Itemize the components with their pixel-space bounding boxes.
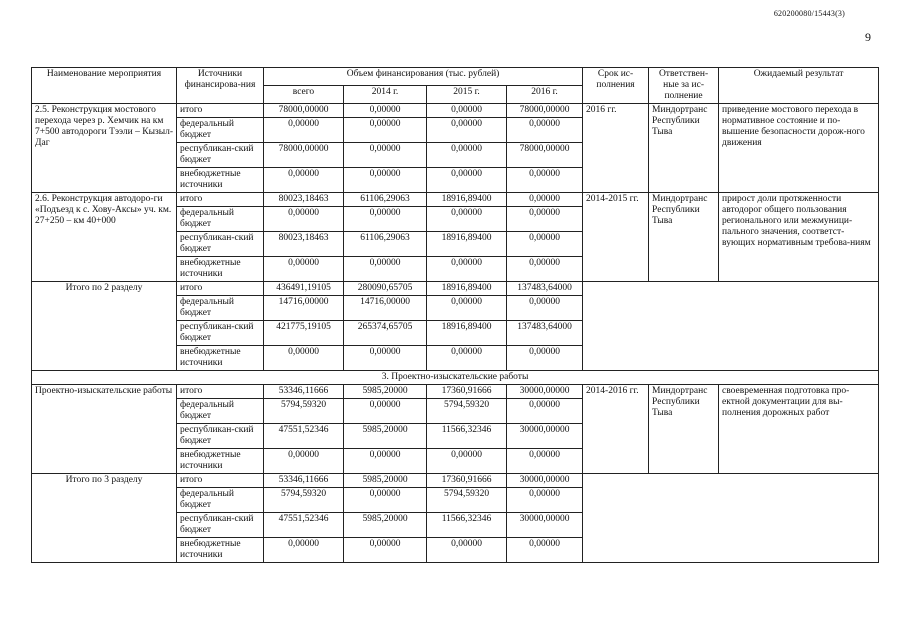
value-2014: 61106,29063 bbox=[344, 193, 427, 207]
value-total: 0,00000 bbox=[264, 346, 344, 371]
value-2015: 18916,89400 bbox=[427, 232, 507, 257]
source-label: внебюджетные источники bbox=[177, 257, 264, 282]
source-label: республикан-ский бюджет bbox=[177, 232, 264, 257]
value-2015: 0,00000 bbox=[427, 143, 507, 168]
value-2014: 0,00000 bbox=[344, 488, 427, 513]
value-2014: 14716,00000 bbox=[344, 296, 427, 321]
measure-name: 2.6. Реконструкция автодоро-ги «Подъезд к с. Хову-Аксы» уч. км. 27+250 – км 40+000 bbox=[32, 193, 177, 282]
table-row bbox=[32, 282, 879, 296]
responsible: Миндортранс Республики Тыва bbox=[649, 104, 719, 193]
value-2015: 11566,32346 bbox=[427, 424, 507, 449]
source-label: внебюджетные источники bbox=[177, 346, 264, 371]
value-2014: 280090,65705 bbox=[344, 282, 427, 296]
value-total: 53346,11666 bbox=[264, 474, 344, 488]
value-2015: 11566,32346 bbox=[427, 513, 507, 538]
expected-result: приведение мостового перехода в нормативное состояние и по-вышение безопасности дорож-ного движения bbox=[719, 104, 879, 193]
value-2015: 18916,89400 bbox=[427, 282, 507, 296]
document-id: 620200080/15443(3) bbox=[773, 9, 845, 18]
value-2016: 0,00000 bbox=[507, 232, 583, 257]
value-2016: 78000,00000 bbox=[507, 143, 583, 168]
value-2015: 0,00000 bbox=[427, 118, 507, 143]
value-2016: 0,00000 bbox=[507, 296, 583, 321]
value-2014: 61106,29063 bbox=[344, 232, 427, 257]
value-2016: 0,00000 bbox=[507, 207, 583, 232]
section-title: 3. Проектно-изыскательские работы bbox=[32, 371, 879, 385]
header-sources: Источники финансирова-ния bbox=[177, 68, 264, 104]
header-funding-volume: Объем финансирования (тыс. рублей) bbox=[264, 68, 583, 86]
value-total: 0,00000 bbox=[264, 538, 344, 563]
value-2016: 0,00000 bbox=[507, 118, 583, 143]
table-row bbox=[32, 385, 879, 399]
value-2015: 5794,59320 bbox=[427, 488, 507, 513]
value-2016: 30000,00000 bbox=[507, 424, 583, 449]
value-2014: 0,00000 bbox=[344, 257, 427, 282]
value-2015: 0,00000 bbox=[427, 104, 507, 118]
header-total: всего bbox=[264, 86, 344, 104]
value-2014: 0,00000 bbox=[344, 118, 427, 143]
value-2016: 78000,00000 bbox=[507, 104, 583, 118]
page-number: 9 bbox=[865, 30, 871, 44]
header-term: Срок ис-полнения bbox=[583, 68, 649, 104]
value-total: 47551,52346 bbox=[264, 424, 344, 449]
source-label: республикан-ский бюджет bbox=[177, 424, 264, 449]
value-2015: 17360,91666 bbox=[427, 474, 507, 488]
value-total: 47551,52346 bbox=[264, 513, 344, 538]
source-label: итого bbox=[177, 104, 264, 118]
value-2016: 0,00000 bbox=[507, 399, 583, 424]
section-total-label: Итого по 2 разделу bbox=[32, 282, 177, 371]
value-2016: 30000,00000 bbox=[507, 474, 583, 488]
term: 2014-2016 гг. bbox=[583, 385, 649, 474]
value-2015: 0,00000 bbox=[427, 538, 507, 563]
source-label: федеральный бюджет bbox=[177, 118, 264, 143]
header-2016: 2016 г. bbox=[507, 86, 583, 104]
section-title-row bbox=[32, 371, 879, 385]
value-2015: 17360,91666 bbox=[427, 385, 507, 399]
value-total: 80023,18463 bbox=[264, 232, 344, 257]
value-2014: 0,00000 bbox=[344, 104, 427, 118]
value-2014: 265374,65705 bbox=[344, 321, 427, 346]
value-2015: 0,00000 bbox=[427, 168, 507, 193]
value-total: 0,00000 bbox=[264, 257, 344, 282]
value-2014: 0,00000 bbox=[344, 168, 427, 193]
value-2014: 0,00000 bbox=[344, 399, 427, 424]
value-2016: 30000,00000 bbox=[507, 385, 583, 399]
source-label: федеральный бюджет bbox=[177, 399, 264, 424]
responsible: Миндортранс Республики Тыва bbox=[649, 193, 719, 282]
term: 2016 гг. bbox=[583, 104, 649, 193]
measure-name: 2.5. Реконструкция мостового перехода через р. Хемчик на км 7+500 автодороги Тээли – Кызыл-Даг bbox=[32, 104, 177, 193]
value-total: 78000,00000 bbox=[264, 143, 344, 168]
expected-result: прирост доли протяженности автодорог общего пользования регионального или межмуници-пального значения, соответст-вующих нормативным требова-ниям bbox=[719, 193, 879, 282]
value-2014: 0,00000 bbox=[344, 143, 427, 168]
source-label: федеральный бюджет bbox=[177, 488, 264, 513]
value-2015: 5794,59320 bbox=[427, 399, 507, 424]
value-total: 0,00000 bbox=[264, 168, 344, 193]
source-label: республикан-ский бюджет bbox=[177, 143, 264, 168]
table-row bbox=[32, 104, 879, 118]
value-2014: 5985,20000 bbox=[344, 385, 427, 399]
value-2016: 0,00000 bbox=[507, 538, 583, 563]
value-2015: 0,00000 bbox=[427, 449, 507, 474]
source-label: республикан-ский бюджет bbox=[177, 321, 264, 346]
value-2016: 0,00000 bbox=[507, 449, 583, 474]
value-2014: 5985,20000 bbox=[344, 424, 427, 449]
value-total: 80023,18463 bbox=[264, 193, 344, 207]
header-2015: 2015 г. bbox=[427, 86, 507, 104]
source-label: итого bbox=[177, 282, 264, 296]
table-row bbox=[32, 193, 879, 207]
source-label: итого bbox=[177, 193, 264, 207]
value-total: 421775,19105 bbox=[264, 321, 344, 346]
value-2016: 137483,64000 bbox=[507, 321, 583, 346]
source-label: итого bbox=[177, 385, 264, 399]
empty-cell bbox=[583, 474, 879, 563]
value-total: 78000,00000 bbox=[264, 104, 344, 118]
value-2014: 5985,20000 bbox=[344, 513, 427, 538]
expected-result: своевременная подготовка про-ектной документации для вы-полнения дорожных работ bbox=[719, 385, 879, 474]
source-label: итого bbox=[177, 474, 264, 488]
value-total: 0,00000 bbox=[264, 207, 344, 232]
value-total: 0,00000 bbox=[264, 118, 344, 143]
source-label: федеральный бюджет bbox=[177, 207, 264, 232]
header-name: Наименование мероприятия bbox=[32, 68, 177, 104]
source-label: республикан-ский бюджет bbox=[177, 513, 264, 538]
header-row-1 bbox=[32, 68, 879, 86]
measure-name: Проектно-изыскательские работы bbox=[32, 385, 177, 474]
value-2015: 0,00000 bbox=[427, 257, 507, 282]
value-total: 53346,11666 bbox=[264, 385, 344, 399]
term: 2014-2015 гг. bbox=[583, 193, 649, 282]
value-2014: 0,00000 bbox=[344, 207, 427, 232]
value-2015: 0,00000 bbox=[427, 296, 507, 321]
header-responsible: Ответствен-ные за ис-полнение bbox=[649, 68, 719, 104]
value-2016: 0,00000 bbox=[507, 346, 583, 371]
source-label: внебюджетные источники bbox=[177, 168, 264, 193]
value-2015: 18916,89400 bbox=[427, 321, 507, 346]
value-2014: 0,00000 bbox=[344, 346, 427, 371]
source-label: федеральный бюджет bbox=[177, 296, 264, 321]
header-result: Ожидаемый результат bbox=[719, 68, 879, 104]
value-2014: 0,00000 bbox=[344, 538, 427, 563]
table-row bbox=[32, 474, 879, 488]
source-label: внебюджетные источники bbox=[177, 449, 264, 474]
value-total: 436491,19105 bbox=[264, 282, 344, 296]
value-2016: 0,00000 bbox=[507, 257, 583, 282]
header-2014: 2014 г. bbox=[344, 86, 427, 104]
value-total: 5794,59320 bbox=[264, 488, 344, 513]
source-label: внебюджетные источники bbox=[177, 538, 264, 563]
value-total: 14716,00000 bbox=[264, 296, 344, 321]
value-2016: 0,00000 bbox=[507, 193, 583, 207]
section-total-label: Итого по 3 разделу bbox=[32, 474, 177, 563]
value-2014: 0,00000 bbox=[344, 449, 427, 474]
value-2016: 30000,00000 bbox=[507, 513, 583, 538]
value-2016: 0,00000 bbox=[507, 168, 583, 193]
value-2014: 5985,20000 bbox=[344, 474, 427, 488]
value-2015: 0,00000 bbox=[427, 346, 507, 371]
value-total: 0,00000 bbox=[264, 449, 344, 474]
value-total: 5794,59320 bbox=[264, 399, 344, 424]
empty-cell bbox=[583, 282, 879, 371]
responsible: Миндортранс Республики Тыва bbox=[649, 385, 719, 474]
value-2016: 137483,64000 bbox=[507, 282, 583, 296]
funding-table bbox=[31, 67, 879, 563]
value-2015: 0,00000 bbox=[427, 207, 507, 232]
value-2016: 0,00000 bbox=[507, 488, 583, 513]
value-2015: 18916,89400 bbox=[427, 193, 507, 207]
